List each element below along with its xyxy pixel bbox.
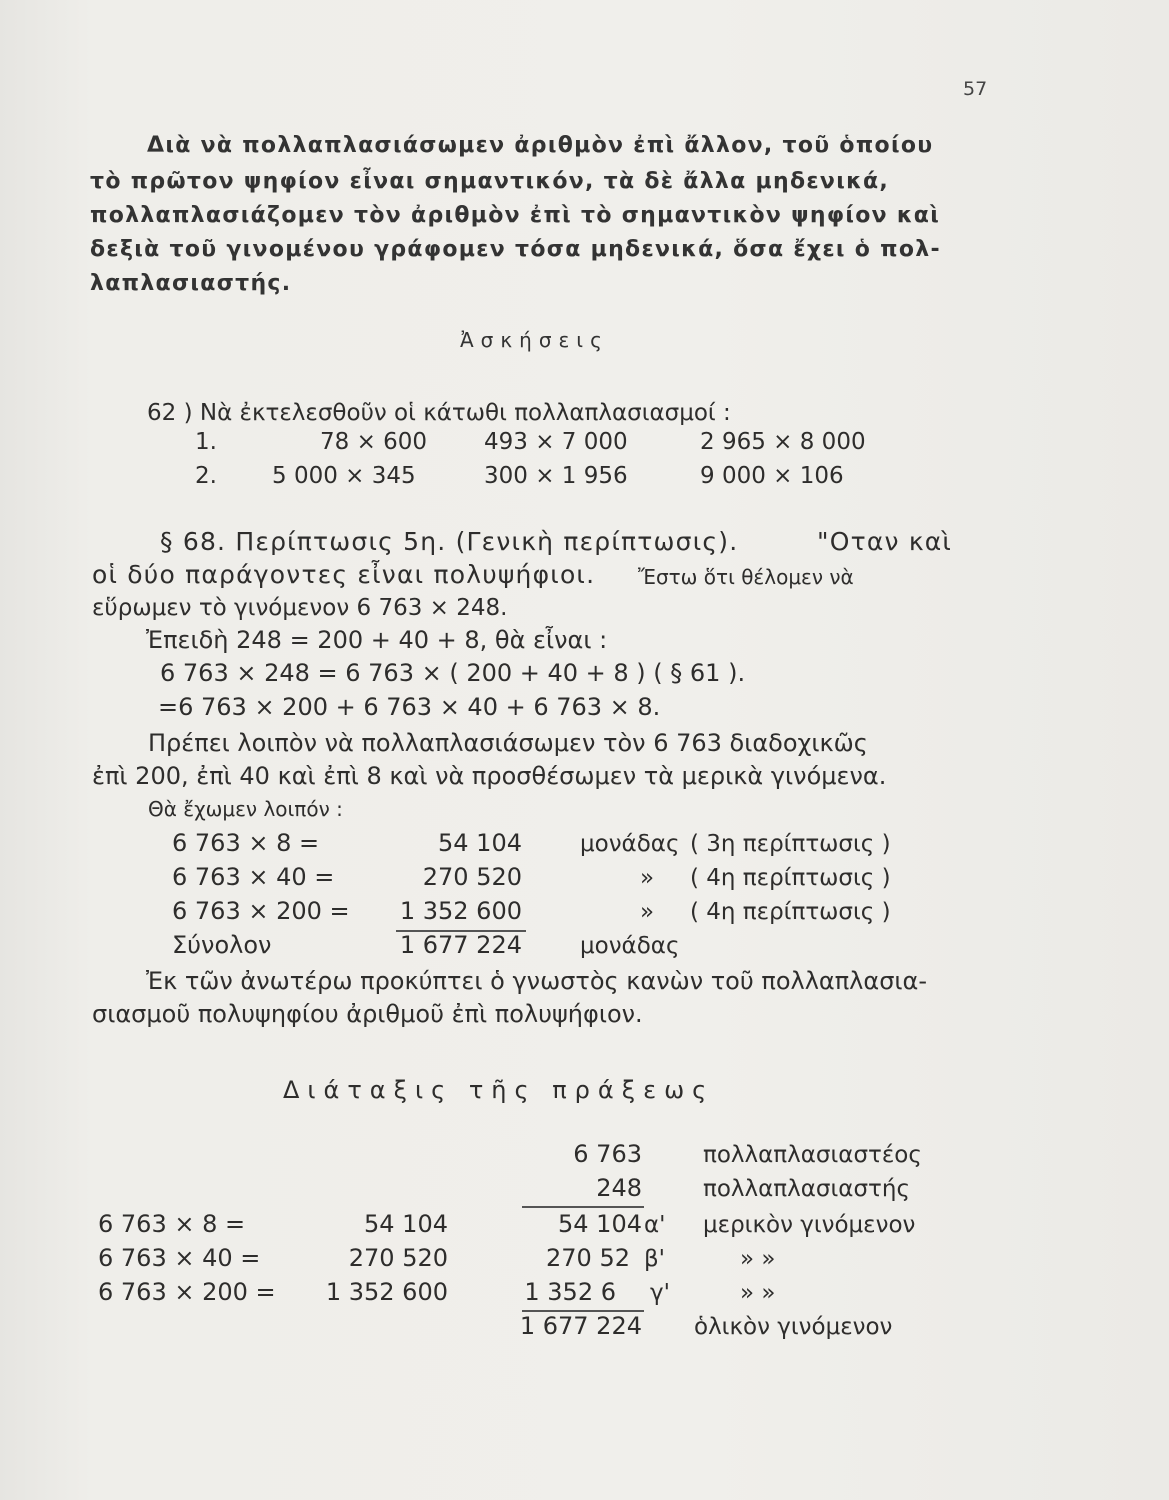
exercise-number: 1. [195, 429, 217, 455]
display-mark: α' [644, 1212, 666, 1238]
partial-expression: 6 763 × 8 = [172, 829, 320, 857]
display-label: » » [740, 1246, 776, 1272]
partial-expression: 6 763 × 40 = [172, 863, 335, 891]
exercise-item: 300 × 1 956 [484, 463, 628, 489]
equation: 6 763 × 248 = 6 763 × ( 200 + 40 + 8 ) ( § 61 ). [160, 659, 746, 687]
display-left-expression: 6 763 × 8 = [98, 1210, 246, 1238]
section-text: Πρέπει λοιπὸν νὰ πολλαπλασιάσωμεν τὸν 6 763 διαδοχικῶς [148, 729, 868, 757]
display-left-value: 270 520 [348, 1244, 448, 1272]
exercise-item: 493 × 7 000 [484, 429, 628, 455]
partial-expression: 6 763 × 200 = [172, 897, 350, 925]
section-text: εὕρωμεν τὸ γινόμενον 6 763 × 248. [92, 595, 508, 621]
section-text: "Οταν καὶ [817, 527, 953, 556]
display-partial: 270 52 [546, 1244, 630, 1272]
exercise-item: 5 000 × 345 [272, 463, 416, 489]
multiplicand: 6 763 [573, 1140, 642, 1168]
exercises-heading: Ἀσκήσεις [460, 328, 609, 352]
conclusion-line: Ἐκ τῶν ἀνωτέρω προκύπτει ὁ γνωστὸς κανὼν τοῦ πολλαπλασια- [146, 967, 928, 995]
partial-note: ( 3η περίπτωσις ) [690, 831, 891, 857]
page-number: 57 [963, 78, 988, 100]
partial-unit: μονάδας [580, 831, 680, 857]
display-left-expression: 6 763 × 200 = [98, 1278, 276, 1306]
display-mark: β' [644, 1246, 666, 1272]
section-title: § 68. Περίπτωσις 5η. (Γενικὴ περίπτωσις). [160, 527, 739, 556]
exercises-intro: 62 ) Νὰ ἐκτελεσθοῦν οἱ κάτωθι πολλαπλασιασμοί : [147, 400, 731, 426]
partial-value: 54 104 [438, 829, 522, 857]
section-text: Ἐπειδὴ 248 = 200 + 40 + 8, θὰ εἶναι : [146, 626, 608, 654]
exercise-item: 78 × 600 [320, 429, 428, 455]
section-text: οἱ δύο παράγοντες εἶναι πολυψήφιοι. [92, 560, 596, 589]
multiplier-label: πολλαπλασιαστής [703, 1176, 910, 1202]
intro-line: τὸ πρῶτον ψηφίον εἶναι σημαντικόν, τὰ δὲ ἄλλα μηδενικά, [90, 169, 890, 194]
display-total: 1 677 224 [519, 1312, 642, 1340]
partial-value: 270 520 [422, 863, 522, 891]
partial-unit: » [640, 899, 655, 925]
display-mark: γ' [650, 1280, 670, 1306]
exercise-item: 2 965 × 8 000 [700, 429, 866, 455]
partial-value: 1 352 600 [399, 897, 522, 925]
multiplier: 248 [596, 1174, 642, 1202]
conclusion-line: σιασμοῦ πολυψηφίου ἀριθμοῦ ἐπὶ πολυψήφιον. [92, 1000, 643, 1028]
display-heading: Διάταξις τῆς πράξεως [283, 1076, 715, 1104]
exercise-item: 9 000 × 106 [700, 463, 844, 489]
intro-line: πολλαπλασιάζομεν τὸν ἀριθμὸν ἐπὶ τὸ σημαντικὸν ψηφίον καὶ [90, 203, 941, 228]
display-left-value: 54 104 [364, 1210, 448, 1238]
section-text: Θὰ ἔχωμεν λοιπόν : [148, 797, 343, 821]
display-total-label: ὁλικὸν γινόμενον [694, 1314, 893, 1340]
multiplier-rule [522, 1206, 644, 1208]
display-left-expression: 6 763 × 40 = [98, 1244, 261, 1272]
section-text: Ἔστω ὅτι θέλομεν νὰ [638, 565, 854, 589]
intro-line: Διὰ νὰ πολλαπλασιάσωμεν ἀριθμὸν ἐπὶ ἄλλον, τοῦ ὁποίου [147, 133, 934, 158]
display-label: » » [740, 1280, 776, 1306]
intro-line: λαπλασιαστής. [90, 271, 292, 296]
display-partial: 54 104 [558, 1210, 642, 1238]
display-left-value: 1 352 600 [325, 1278, 448, 1306]
multiplicand-label: πολλαπλασιαστέος [703, 1142, 922, 1168]
sum-label: Σύνολον [172, 931, 272, 959]
partial-note: ( 4η περίπτωσις ) [690, 899, 891, 925]
display-label: μερικὸν γινόμενον [703, 1212, 916, 1238]
partial-note: ( 4η περίπτωσις ) [690, 865, 891, 891]
section-text: ἐπὶ 200, ἐπὶ 40 καὶ ἐπὶ 8 καὶ νὰ προσθέσωμεν τὰ μερικὰ γινόμενα. [92, 762, 887, 790]
exercise-number: 2. [195, 463, 217, 489]
equation: =6 763 × 200 + 6 763 × 40 + 6 763 × 8. [158, 693, 661, 721]
sum-value: 1 677 224 [399, 931, 522, 959]
display-partial: 1 352 6 [524, 1278, 616, 1306]
intro-line: δεξιὰ τοῦ γινομένου γράφομεν τόσα μηδενικά, ὅσα ἔχει ὁ πολ- [90, 237, 941, 262]
partial-unit: » [640, 865, 655, 891]
sum-unit: μονάδας [580, 933, 680, 959]
